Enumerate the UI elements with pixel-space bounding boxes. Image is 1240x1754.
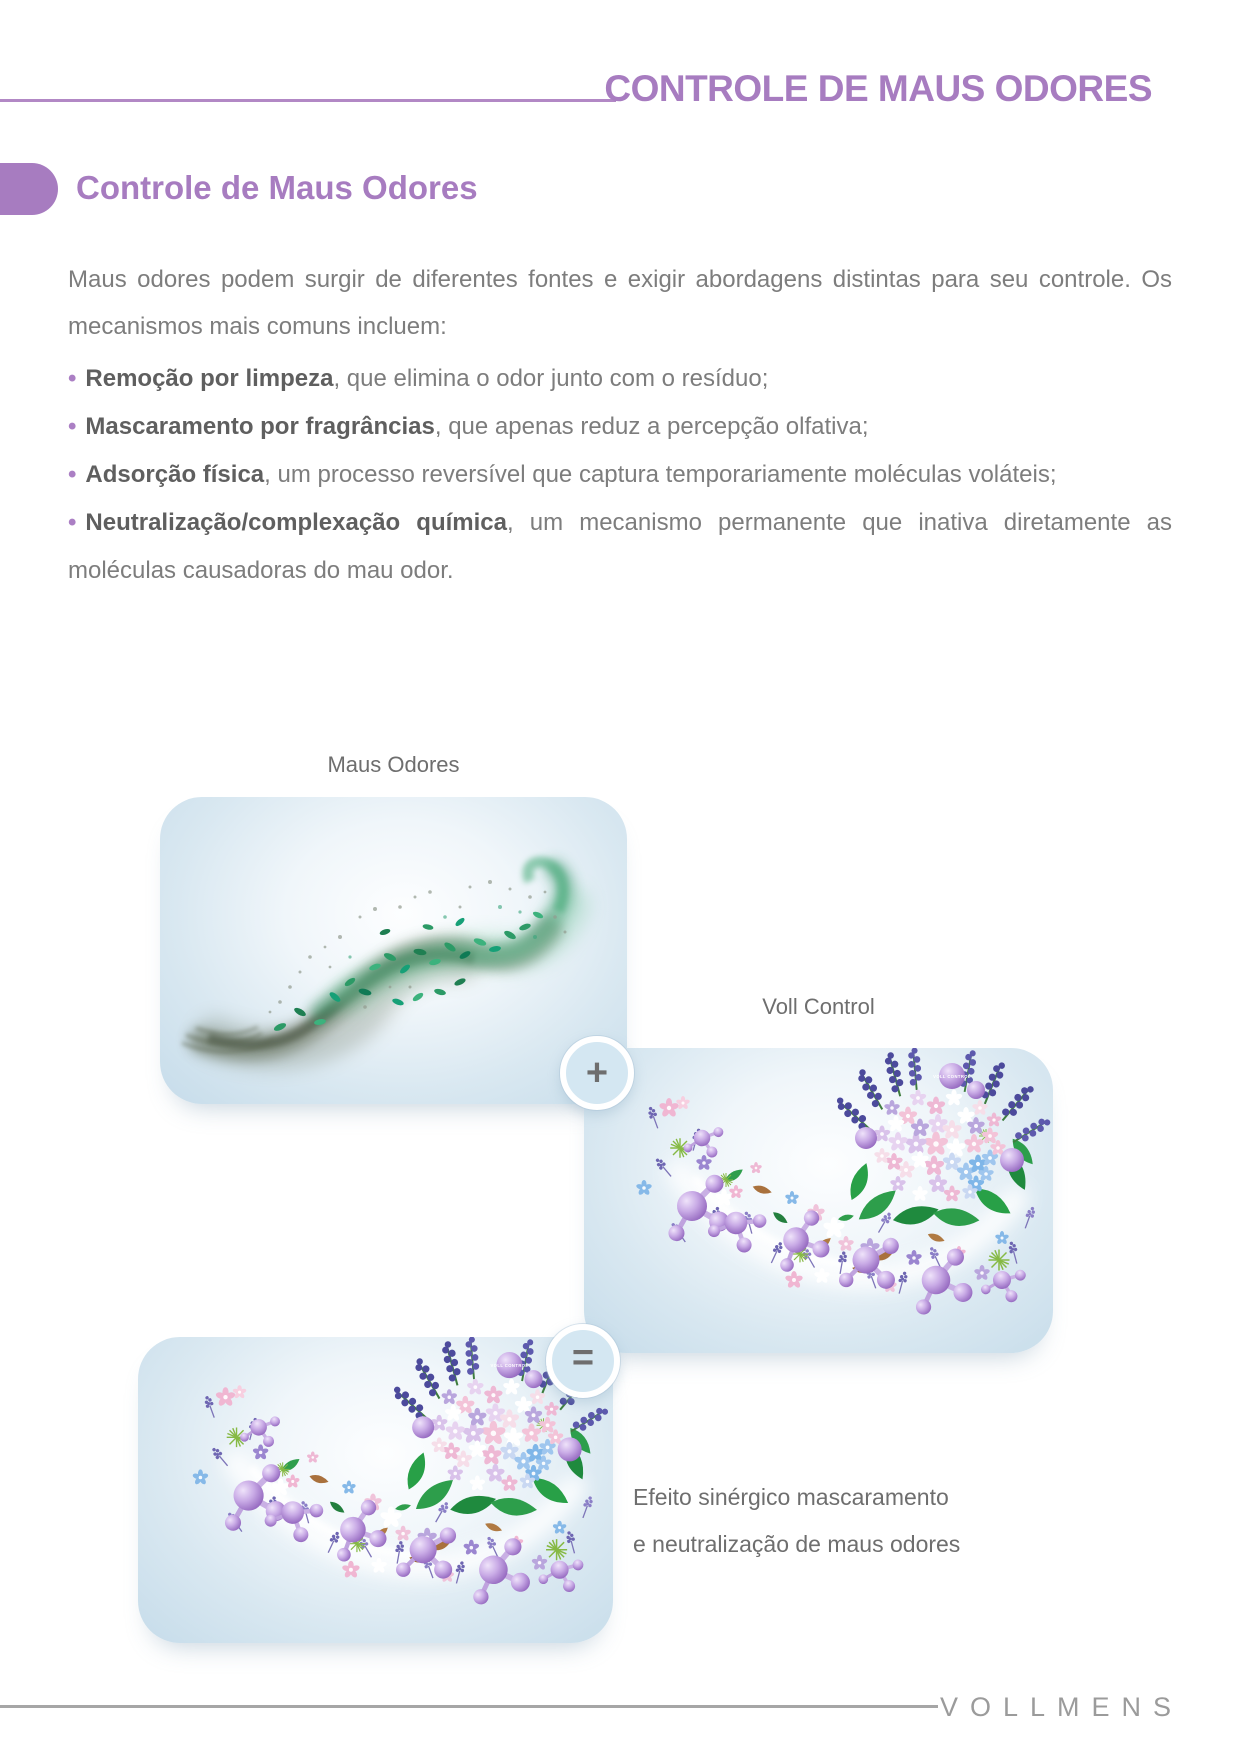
bullet-dot: • [68, 413, 77, 440]
figure-card-maus-odores [160, 797, 627, 1104]
caption-line-1: Efeito sinérgico mascaramento [633, 1484, 949, 1510]
bullet-rest-text: , que elimina o odor junto com o resíduo; [333, 365, 769, 392]
header-divider-line [0, 99, 616, 102]
bullet-item-mascaramento [68, 403, 1172, 451]
figure-card-synergy-result [138, 1337, 613, 1643]
bullet-rest-text: , que apenas reduz a percepção olfativa; [434, 413, 869, 440]
bullet-bold-text: Neutralização/complexação química [85, 509, 507, 536]
equals-glyph: = [571, 1336, 595, 1379]
plus-glyph: + [585, 1051, 609, 1094]
bullet-rest-text: , um mecanismo permanente que inativa diretamente as moléculas causadoras do mau odor. [68, 509, 1172, 584]
section-heading: Controle de Maus Odores [76, 169, 478, 206]
brand-wordmark: VOLLMENS [939, 1692, 1183, 1722]
bullet-dot: • [68, 461, 77, 488]
figure-card-voll-control [584, 1048, 1053, 1353]
bullet-list [68, 355, 1172, 595]
figure-caption [633, 1474, 960, 1568]
plus-operator-icon [560, 1036, 634, 1110]
footer-divider-line [0, 1705, 938, 1708]
bullet-rest-text: , um processo reversível que captura temporariamente moléculas voláteis; [264, 461, 1057, 488]
odor-smoke-illustration [160, 797, 627, 1104]
bullet-dot: • [68, 365, 77, 392]
fragrance-molecules-illustration [138, 1337, 613, 1643]
bullet-bold-text: Mascaramento por fragrâncias [85, 413, 435, 440]
fragrance-molecules-illustration [584, 1048, 1053, 1353]
bullet-item-neutralizacao [68, 499, 1172, 595]
card-label-maus-odores: Maus Odores [327, 752, 460, 777]
bullet-bold-text: Adsorção física [85, 461, 265, 488]
bullet-item-remocao [68, 355, 1172, 403]
bullet-dot: • [68, 509, 77, 536]
caption-line-2: e neutralização de maus odores [633, 1531, 961, 1557]
section-accent-tab [0, 163, 58, 215]
bullet-item-adsorcao [68, 451, 1172, 499]
equals-operator-icon [546, 1324, 620, 1398]
card-label-voll-control: Voll Control [762, 994, 875, 1019]
intro-paragraph: Maus odores podem surgir de diferentes fontes e exigir abordagens distintas para seu controle. Os mecanismos mais comuns incluem: [68, 266, 1172, 340]
page-title: CONTROLE DE MAUS ODORES [604, 68, 1152, 109]
bullet-bold-text: Remoção por limpeza [85, 365, 334, 392]
